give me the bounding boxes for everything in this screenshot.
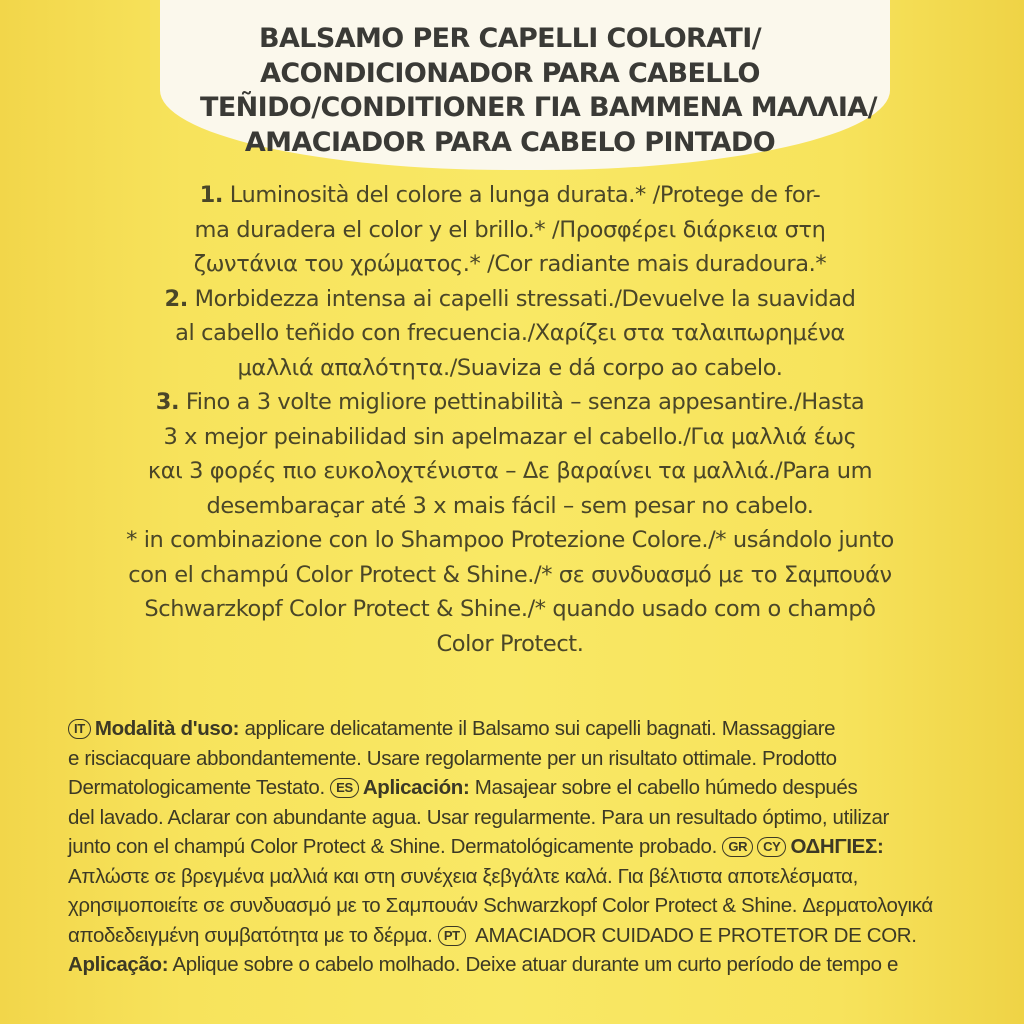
usage-line: e risciacquare abbondantemente. Usare regolarmente per un risultato ottimale. Prodotto <box>68 746 837 770</box>
title-line: ACONDICIONADOR PARA CABELLO <box>260 57 760 89</box>
claim-1-line: 1. Luminosità del colore a lunga durata.* /Protege de for- <box>199 182 821 208</box>
claim-3-line: και 3 φορές πιο ευκολοχτένιστα – Δε βαραίνει τα μαλλιά./Para um <box>147 458 873 484</box>
usage-instructions <box>68 714 988 980</box>
claim-2-line: al cabello teñido con frecuencia./Χαρίζει στα ταλαιπωρημένα <box>175 320 845 346</box>
title-line: TEÑIDO/CONDITIONER ΓΙΑ ΒΑΜΜΕΝΑ ΜΑΛΛΙΑ/ <box>200 92 877 123</box>
language-badge-cy: CY <box>757 837 786 857</box>
claim-3-line: 3. Fino a 3 volte migliore pettinabilità – senza appesantire./Hasta <box>155 389 865 415</box>
footnote-line: * in combinazione con lo Shampoo Protezione Colore./* usándolo junto <box>126 527 894 553</box>
claim-3-line: 3 x mejor peinabilidad sin apelmazar el cabello./Για μαλλιά έως <box>163 423 857 450</box>
footnote-line: Color Protect. <box>436 630 584 657</box>
title-line: BALSAMO PER CAPELLI COLORATI/ <box>259 23 761 54</box>
claim-1-line: ma duradera el color y el brillo.* /Προσφέρει διάρκεια στη <box>194 216 826 243</box>
usage-label-gr: ΟΔΗΓΙΕΣ: <box>790 835 884 858</box>
claim-1-line: ζωντάνια του χρώματος.* /Cor radiante mais duradoura.* <box>193 251 827 277</box>
usage-label-es: Aplicación: <box>362 776 470 799</box>
footnote-line: Schwarzkopf Color Protect & Shine./* quando usado com o champô <box>144 596 876 622</box>
claim-number: 3. <box>155 389 180 415</box>
usage-line: Απλώστε σε βρεγμένα μαλλιά και στη συνέχεια ξεβγάλτε καλά. Για βέλτιστα αποτελέσματα, <box>68 864 859 888</box>
benefit-claims <box>60 178 960 661</box>
product-title <box>200 22 877 160</box>
usage-line: junto con el champú Color Protect & Shine. Dermatológicamente probado. GR CY ΟΔΗΓΙΕΣ: <box>68 835 884 858</box>
usage-line: IT Modalità d'uso: applicare delicatamente il Balsamo sui capelli bagnati. Massaggiare <box>68 714 988 744</box>
claim-2-line: 2. Morbidezza intensa ai capelli stressati./Devuelve la suavidad <box>164 285 856 312</box>
usage-line: Aplicação: Aplique sobre o cabelo molhado. Deixe atuar durante um curto período de tempo e <box>68 953 899 976</box>
usage-line: Dermatologicamente Testato. ES Aplicación: Masajear sobre el cabello húmedo después <box>68 776 858 799</box>
claim-3-line: desembaraçar até 3 x mais fácil – sem pesar no cabelo. <box>206 492 814 519</box>
usage-label-pt: Aplicação: <box>68 953 169 976</box>
usage-line: χρησιμοποιείτε σε συνδυασμό με το Σαμπουάν Schwarzkopf Color Protect & Shine. Δερματολογικά <box>68 894 933 917</box>
usage-line: αποδεδειγμένη συμβατότητα με το δέρμα. PT AMACIADOR CUIDADO E PROTETOR DE COR. <box>68 923 917 947</box>
title-line: AMACIADOR PARA CABELO PINTADO <box>244 126 776 158</box>
usage-label-it: Modalità d'uso: <box>94 717 240 740</box>
language-badge-pt: PT <box>438 926 466 946</box>
footnote-line: con el champú Color Protect & Shine./* σε συνδυασμό με το Σαμπουάν <box>128 561 892 588</box>
usage-heading-pt: AMACIADOR CUIDADO E PROTETOR DE COR. <box>469 923 917 947</box>
language-badge-gr: GR <box>722 837 753 857</box>
language-badge-it: IT <box>68 719 91 739</box>
language-badge-es: ES <box>330 778 359 798</box>
claim-number: 2. <box>164 285 188 312</box>
claim-2-line: μαλλιά απαλότητα./Suaviza e dá corpo ao cabelo. <box>237 354 783 381</box>
claim-number: 1. <box>199 182 224 208</box>
usage-line: del lavado. Aclarar con abundante agua. Usar regularmente. Para un resultado óptimo, utilizar <box>68 805 889 829</box>
